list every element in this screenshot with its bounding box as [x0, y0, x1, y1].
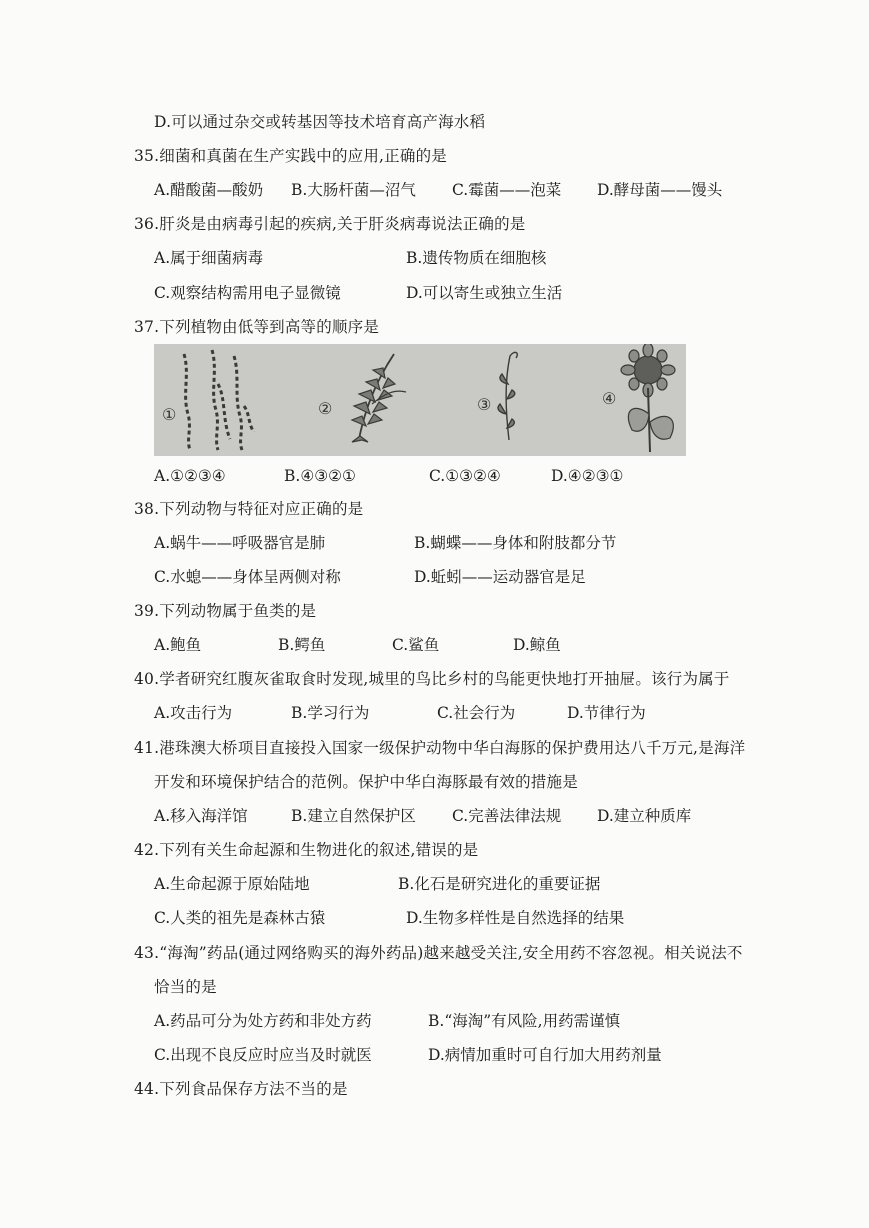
question-37: 37.下列植物由低等到高等的顺序是 [134, 318, 380, 336]
figure-label-1: ① [162, 405, 177, 424]
question-43-line-2: 恰当的是 [154, 978, 217, 996]
q37-option-c: C.①③②④ [429, 467, 501, 485]
q43-option-a: A.药品可分为处方药和非处方药 [154, 1012, 372, 1030]
figure-label-4: ④ [602, 389, 617, 408]
q36-option-d: D.可以寄生或独立生活 [406, 284, 563, 302]
q37-option-d: D.④②③① [551, 467, 624, 485]
q42-option-d: D.生物多样性是自然选择的结果 [406, 909, 625, 927]
q37-option-b: B.④③②① [284, 467, 356, 485]
question-44: 44.下列食品保存方法不当的是 [134, 1080, 348, 1098]
q35-option-b: B.大肠杆菌—沼气 [291, 181, 416, 199]
q38-option-a: A.蜗牛——呼吸器官是肺 [154, 534, 326, 552]
q40-option-a: A.攻击行为 [154, 704, 233, 722]
q38-option-c: C.水螅——身体呈两侧对称 [154, 568, 341, 586]
question-36: 36.肝炎是由病毒引起的疾病,关于肝炎病毒说法正确的是 [134, 215, 526, 233]
q42-option-b: B.化石是研究进化的重要证据 [398, 875, 601, 893]
q43-option-b: B.“海淘”有风险,用药需谨慎 [428, 1012, 621, 1030]
plant-figure [154, 344, 686, 456]
q39-option-a: A.鲍鱼 [154, 636, 202, 654]
fern-icon [352, 354, 406, 442]
q39-option-d: D.鲸鱼 [513, 636, 561, 654]
question-42: 42.下列有关生命起源和生物进化的叙述,错误的是 [134, 841, 479, 859]
sprout-icon [498, 352, 517, 440]
question-39: 39.下列动物属于鱼类的是 [134, 602, 317, 620]
q36-option-c: C.观察结构需用电子显微镜 [154, 284, 341, 302]
question-41-line-2: 开发和环境保护结合的范例。保护中华白海豚最有效的措施是 [154, 773, 578, 791]
q40-option-c: C.社会行为 [437, 704, 516, 722]
q35-option-d: D.酵母菌——馒头 [597, 181, 723, 199]
q42-option-c: C.人类的祖先是森林古猿 [154, 909, 326, 927]
q38-option-b: B.蝴蝶——身体和附肢都分节 [414, 534, 617, 552]
figure-label-3: ③ [477, 395, 492, 414]
option-d-previous: D.可以通过杂交或转基因等技术培育高产海水稻 [154, 113, 486, 131]
q40-option-d: D.节律行为 [567, 704, 646, 722]
question-40: 40.学者研究红腹灰雀取食时发现,城里的鸟比乡村的鸟能更快地打开抽屉。该行为属于 [134, 670, 730, 688]
q43-option-d: D.病情加重时可自行加大用药剂量 [428, 1046, 662, 1064]
algae-icon [184, 350, 254, 450]
q41-option-d: D.建立种质库 [597, 807, 692, 825]
q40-option-b: B.学习行为 [291, 704, 370, 722]
q43-option-c: C.出现不良反应时应当及时就医 [154, 1046, 372, 1064]
question-43-line-1: 43.“海淘”药品(通过网络购买的海外药品)越来越受关注,安全用药不容忽视。相关说法不 [134, 944, 743, 962]
q37-option-a: A.①②③④ [154, 467, 226, 485]
q38-option-d: D.蚯蚓——运动器官是足 [414, 568, 586, 586]
q35-option-a: A.醋酸菌—酸奶 [154, 181, 264, 199]
q41-option-c: C.完善法律法规 [452, 807, 562, 825]
q39-option-c: C.鲨鱼 [392, 636, 440, 654]
q35-option-c: C.霉菌——泡菜 [452, 181, 562, 199]
sunflower-icon [621, 344, 675, 452]
figure-label-2: ② [318, 399, 333, 418]
q36-option-b: B.遗传物质在细胞核 [406, 249, 547, 267]
q41-option-b: B.建立自然保护区 [291, 807, 416, 825]
q36-option-a: A.属于细菌病毒 [154, 249, 264, 267]
q39-option-b: B.鳄鱼 [278, 636, 326, 654]
question-35: 35.细菌和真菌在生产实践中的应用,正确的是 [134, 147, 447, 165]
question-38: 38.下列动物与特征对应正确的是 [134, 500, 364, 518]
question-41-line-1: 41.港珠澳大桥项目直接投入国家一级保护动物中华白海豚的保护费用达八千万元,是海洋 [134, 739, 746, 757]
q42-option-a: A.生命起源于原始陆地 [154, 875, 310, 893]
q41-option-a: A.移入海洋馆 [154, 807, 248, 825]
